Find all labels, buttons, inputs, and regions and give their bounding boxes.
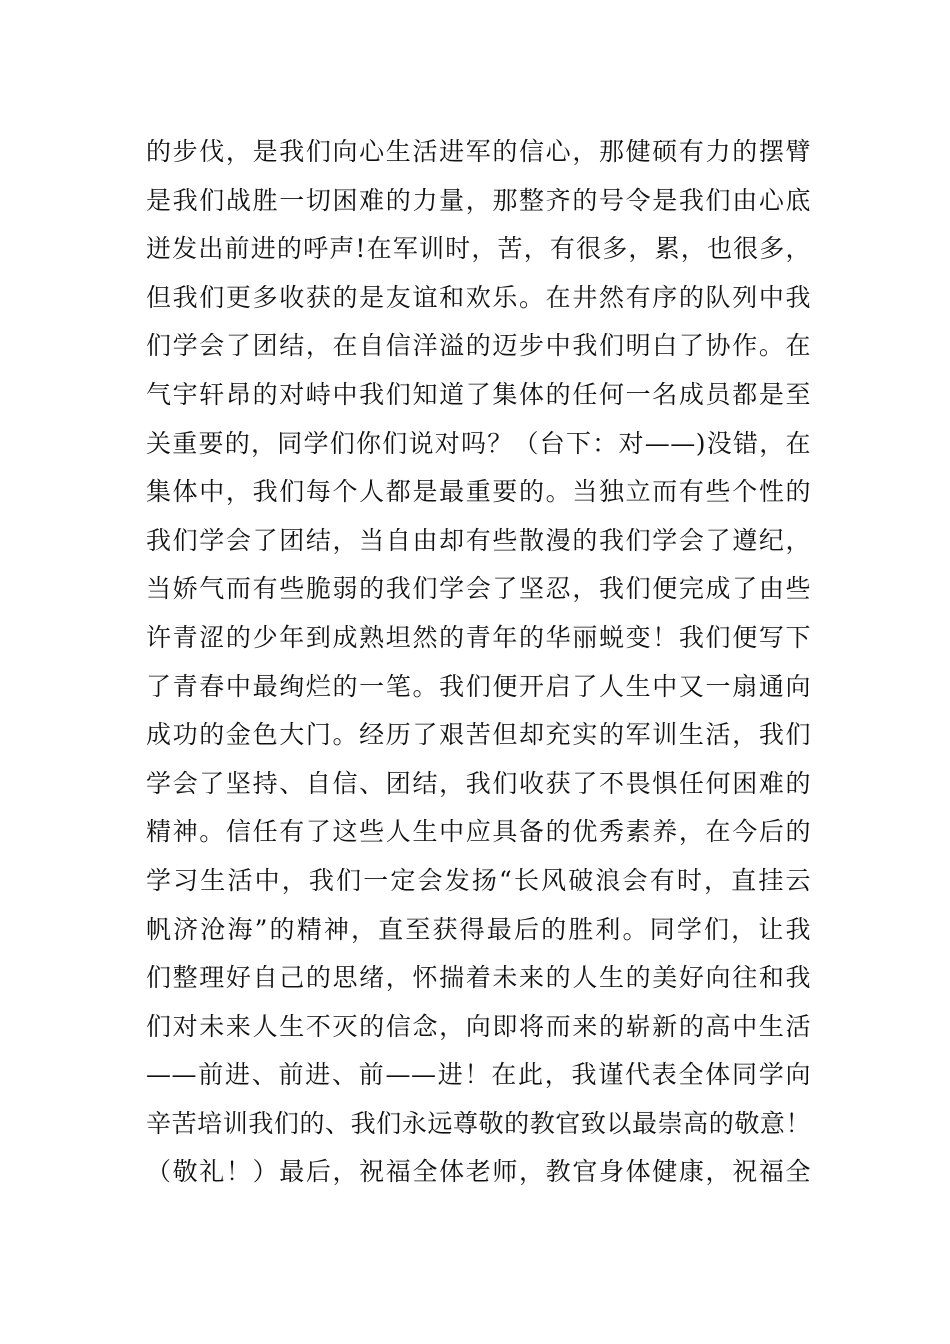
text-line: 集体中，我们每个人都是最重要的。当独立而有些个性的 [146,477,811,507]
text-line: 学会了坚持、自信、团结，我们收获了不畏惧任何困难的 [146,768,811,798]
text-line: 迸发出前进的呼声!在军训时，苦，有很多，累，也很多， [146,234,811,264]
text-line: 许青涩的少年到成熟坦然的青年的华丽蜕变！我们便写下 [146,622,811,652]
text-line: 是我们战胜一切困难的力量，那整齐的号令是我们由心底 [146,185,811,215]
text-line: 的步伐，是我们向心生活进军的信心，那健硕有力的摆臂 [146,137,811,166]
text-line: 们整理好自己的思绪，怀揣着未来的人生的美好向往和我 [146,963,811,993]
text-line: 但我们更多收获的是友谊和欢乐。在井然有序的队列中我 [146,282,811,312]
text-line: ——前进、前进、前——进！在此，我谨代表全体同学向 [146,1060,811,1090]
text-line: 了青春中最绚烂的一笔。我们便开启了人生中又一扇通向 [146,671,811,701]
text-line: （敬礼！）最后，祝福全体老师，教官身体健康，祝福全 [146,1157,811,1187]
text-line: 们对未来人生不灭的信念，向即将而来的崭新的高中生活 [146,1011,811,1041]
text-line: 成功的金色大门。经历了艰苦但却充实的军训生活，我们 [146,720,811,750]
text-line: 学习生活中，我们一定会发扬“长风破浪会有时，直挂云 [146,865,811,895]
text-line: 们学会了团结，在自信洋溢的迈步中我们明白了协作。在 [146,331,811,361]
text-line: 当娇气而有些脆弱的我们学会了坚忍，我们便完成了由些 [146,574,811,604]
text-line: 帆济沧海”的精神，直至获得最后的胜利。同学们，让我 [146,914,811,944]
text-line: 气宇轩昂的对峙中我们知道了集体的任何一名成员都是至 [146,379,811,409]
text-line: 关重要的，同学们你们说对吗？（台下：对——)没错，在 [146,428,811,458]
text-line: 我们学会了团结，当自由却有些散漫的我们学会了遵纪， [146,525,811,555]
body-text [146,128,811,1197]
text-line: 辛苦培训我们的、我们永远尊敬的教官致以最崇高的敬意！ [146,1108,811,1138]
text-line: 精神。信任有了这些人生中应具备的优秀素养，在今后的 [146,817,811,847]
